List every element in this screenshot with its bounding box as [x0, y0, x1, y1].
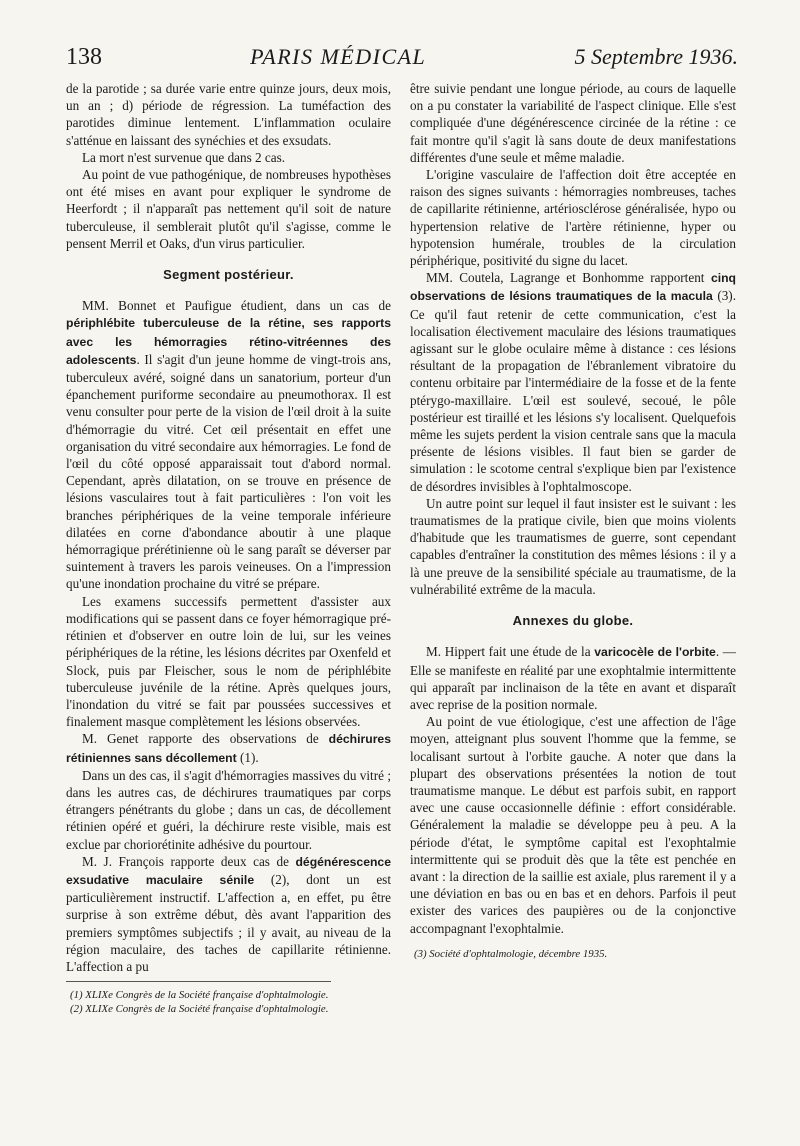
footnote-divider — [66, 981, 331, 982]
text-run: MM. Coutela, Lagrange et Bonhomme rapportent — [426, 270, 711, 286]
section-heading-segment-posterieur: Segment postérieur. — [163, 267, 294, 283]
page-number: 138 — [66, 44, 102, 70]
paragraph: La mort n'est survenue que dans 2 cas. — [82, 149, 286, 165]
paragraph: Dans un des cas, il s'agit d'hémorragies massives du vitré ; dans les autres cas, de déchirures traumatiques par corps étrangers pénétrants du globe ; dans un cas, de décollement rétinien opéré et guéri, la déchirure reste visible, mais est exclue par choriorétinite adhésive du pourtour. — [66, 767, 391, 852]
text-run: (1). — [236, 749, 259, 765]
footnote: (3) Société d'ophtalmologie, décembre 1935. — [414, 947, 608, 960]
bold-term: cinq observations de lésions traumatiques de la macula — [410, 271, 736, 304]
footnote: (2) XLIXe Congrès de la Société française d'ophtalmologie. — [70, 1003, 329, 1016]
right-column — [410, 80, 736, 961]
paragraph — [66, 297, 391, 592]
issue-date: 5 Septembre 1936. — [574, 44, 738, 69]
paragraph — [66, 730, 391, 766]
bold-term: varicocèle de l'orbite — [594, 645, 716, 660]
text-run: . Il s'agit d'un jeune homme de vingt-trois ans, tuberculeux avéré, soigné dans un sanatorium, porteur d'un épanchement puriforme secondaire au pneumothorax. Il est venu consulter pour perte de la vision de l'œil droit à la suite d'hémorragie du vitré. Cet œil présentait en effet une organisation du vitré secondaire aux hémorragies. Le fond de l'œil du côté opposé apparaissait tout d'abord normal. Cependant, après dilatation, on se trouve en présence de lésions vasculaires tout à fait particulières : l'on voit les branches périphériques de la veine temporale inférieure dilatées en corne d'abondance aboutir à une plaque hémorragique prérétinienne où le sang paraît se déverser par suintement à travers les parois veineuses. On a l'impression qu'une inondation prochaine du vitré se prépare. — [66, 351, 391, 592]
text-run: (2), dont un est particulièrement instructif. L'affection a, en effet, pu être surprise à son extrême début, dès avant l'apparition des premiers symptômes subjectifs ; il y avait, au niveau de la région maculaire, des taches de capillarite rétinienne. L'affection a pu — [66, 871, 391, 974]
footnotes — [410, 947, 736, 961]
footnote: (1) XLIXe Congrès de la Société française d'ophtalmologie. — [70, 989, 329, 1002]
text-run: MM. Bonnet et Paufigue étudient, dans un cas de — [82, 298, 391, 314]
running-header — [66, 44, 738, 78]
paragraph: être suivie pendant une longue période, au cours de laquelle on a pu constater la variabilité de l'aspect clinique. Elle s'est compliquée d'une dégénérescence circinée de la rétine : ce fait montre qu'il s'agit là sans doute de deux manifestations différentes d'une seule et même maladie. — [410, 81, 736, 165]
bold-term: déchirures rétiniennes sans décollement — [66, 732, 391, 765]
journal-title: PARIS MÉDICAL — [250, 44, 427, 69]
text-run: (3). Ce qu'il faut retenir de cette communication, c'est la localisation électivement maculaire des lésions traumatiques agissant sur le globe oculaire même à distance : ces lésions résultant de la propagation de l'ébranlement vibratoire du contenu orbitaire par l'intermédiaire de la fosse et de la fente ptérygo-maxillaire. L'œil est soulevé, secoué, le pôle postérieur est tiraillé et les lésions s'y localisent. Quelquefois même les sujets perdent la vision centrale sans que la macula présente de lésions visibles. Il faut bien se garder de simulation : le scotome central s'explique bien par l'existence de désordres invisibles à l'ophtalmoscope. — [410, 288, 736, 494]
paragraph: Au point de vue étiologique, c'est une affection de l'âge moyen, atteignant plus souvent l'homme que la femme, se localisant surtout à l'orbite gauche. A noter que dans la plupart des observations présentées la notion de tout traumatisme manque. Le début est parfois subit, en rapport avec une cause occasionnelle définie : effort considérable. Généralement la maladie se développe peu à peu. A la période d'état, le symptôme capital est l'exophtalmie intermittente qui se produit dès que la tête est penchée en avant : la direction de la saillie est axiale, plus rarement il y a une déviation en bas ou en bas et en dehors. Parfois il peut exister des varices des paupières ou de la conjonctive accompagnant l'exophtalmie. — [410, 714, 736, 936]
paragraph: Les examens successifs permettent d'assister aux modifications qui se passent dans ce foyer hémorragique pré-rétinien et d'observer en outre loin de lui, sur les veines périphériques de la rétine, les lésions décrites par Oxenfeld et Slock, puis par Fleischer, sous le nom de périphlébite tuberculeuse juvénile de la rétine. Après quelques jours, l'inondation du vitré se fait par poussées successives et finalement masque complètement les lésions observées. — [66, 593, 391, 730]
paragraph: Au point de vue pathogénique, de nombreuses hypothèses ont été mises en avant pour expliquer le syndrome de Heerfordt ; il n'apparaît pas nettement qu'il soit de nature tuberculeuse, il semblerait plutôt qu'il s'agisse, comme le pensent Merril et Oaks, d'un virus particulier. — [66, 167, 391, 251]
text-run: M. J. François rapporte deux cas de — [82, 853, 296, 869]
paragraph — [410, 269, 736, 495]
left-column — [66, 80, 391, 1016]
bold-term: dégénérescence exsudative maculaire sénile — [66, 854, 391, 887]
paragraph — [410, 643, 736, 713]
footnotes — [66, 988, 391, 1016]
text-run: M. Hippert fait une étude de la — [426, 644, 595, 660]
paragraph: Un autre point sur lequel il faut insister est le suivant : les traumatismes de la pratique civile, bien que moins violents d'habitude que les traumatismes de guerre, sont cependant capables d'entraîner la constitution des mêmes lésions : il y a là une preuve de la sensibilité spéciale au traumatisme, de la vulnérabilité extrême de la macula. — [410, 495, 736, 597]
paragraph: L'origine vasculaire de l'affection doit être acceptée en raison des signes suivants : hémorragies nombreuses, taches de capillarite rétinienne, artériosclérose généralisée, hypo ou hypertension relative de l'artère rétinienne, hyper ou hypotension humérale, troubles de la circulation périphérique, positivité du signe du lacet. — [410, 167, 736, 269]
text-run: M. Genet rapporte des observations de — [82, 731, 329, 747]
bold-term: périphlébite tuberculeuse de la rétine, ses rapports avec les hémorragies rétino-vitréennes des adolescents — [66, 316, 391, 367]
paragraph: de la parotide ; sa durée varie entre quinze jours, deux mois, un an ; d) période de régression. La tuméfaction des parotides diminue lentement. L'inflammation oculaire s'atténue en laissant des synéchies et des exsudats. — [66, 81, 391, 148]
section-heading-annexes-du-globe: Annexes du globe. — [512, 613, 634, 629]
paragraph — [66, 853, 391, 975]
text-run: . — Elle se manifeste en réalité par une exophtalmie intermittente qui apparaît par inclinaison de la tête en avant et disparaît avec reprise de la position normale. — [410, 644, 736, 712]
